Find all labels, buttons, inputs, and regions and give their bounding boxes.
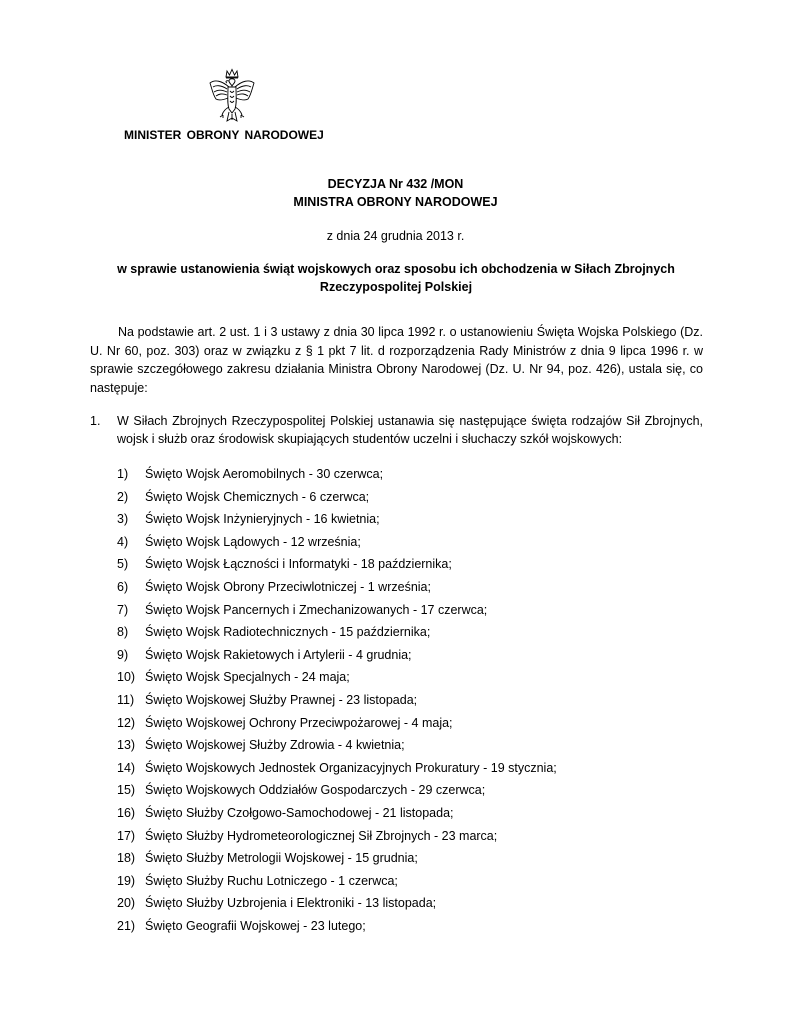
list-item-text: Święto Służby Metrologii Wojskowej - 15 grudnia; [145,851,418,866]
decision-date: z dnia 24 grudnia 2013 r. [326,229,465,243]
celebrations-list [117,465,697,939]
decision-number: DECYZJA Nr 432 /MON [327,177,464,191]
list-item-text: Święto Wojsk Łączności i Informatyki - 18 października; [145,557,452,572]
polish-eagle-emblem-icon [207,67,257,125]
list-item-text: Święto Wojsk Lądowych - 12 września; [145,534,361,549]
list-item [117,872,697,895]
list-item-number: 16) [117,805,136,820]
list-item [117,488,697,511]
list-item [117,759,697,782]
list-item [117,917,697,940]
list-item-number: 15) [117,783,136,798]
list-item [117,668,697,691]
list-item [117,804,697,827]
list-item [117,578,697,601]
list-item-number: 19) [117,873,136,888]
list-item-number: 10) [117,670,136,685]
list-item-number: 7) [117,602,129,617]
list-item [117,714,697,737]
list-item [117,465,697,488]
list-item-text: Święto Wojsk Rakietowych i Artylerii - 4 grudnia; [145,647,412,662]
list-item-text: Święto Wojsk Specjalnych - 24 maja; [145,670,350,685]
list-item [117,555,697,578]
list-item [117,533,697,556]
list-item-text: Święto Wojsk Aeromobilnych - 30 czerwca; [145,467,384,481]
list-item-text: Święto Wojskowej Służby Prawnej - 23 listopada; [145,692,418,707]
list-item [117,827,697,850]
list-item-text: Święto Wojskowych Jednostek Organizacyjnych Prokuratury - 19 stycznia; [145,760,557,775]
list-item-number: 3) [117,512,129,527]
list-item-text: Święto Wojsk Inżynieryjnych - 16 kwietnia; [145,512,380,527]
list-item-number: 5) [117,557,129,572]
list-item [117,781,697,804]
list-item-text: Święto Wojskowej Ochrony Przeciwpożarowej - 4 maja; [145,715,453,730]
list-item-text: Święto Wojskowej Służby Zdrowia - 4 kwietnia; [145,738,405,753]
list-item [117,646,697,669]
list-item [117,510,697,533]
list-item-number: 14) [117,760,136,775]
list-item-text: Święto Geografii Wojskowej - 23 lutego; [145,918,366,933]
list-item [117,601,697,624]
list-item-number: 4) [117,534,129,549]
list-item-number: 9) [117,647,129,662]
list-item-text: Święto Służby Hydrometeorologicznej Sił Zbrojnych - 23 marca; [145,828,498,843]
list-item-number: 13) [117,738,136,753]
list-item-number: 21) [117,918,136,933]
list-item-text: Święto Wojsk Pancernych i Zmechanizowanych - 17 czerwca; [145,602,488,617]
list-item-number: 8) [117,625,129,640]
list-item-number: 17) [117,828,136,843]
section-text: W Siłach Zbrojnych Rzeczypospolitej Polskiej ustanawia się następujące święta rodzajów Sił Zbrojnych, wojsk i służb oraz środowisk skupiających studentów uczelni i słuchaczy szkół wojskowych: [117,414,703,446]
decision-subject: w sprawie ustanowienia świąt wojskowych oraz sposobu ich obchodzenia w Siłach Zbrojnych Rzeczypospolitej Polskiej [117,262,675,294]
list-item-text: Święto Służby Czołgowo-Samochodowej - 21 listopada; [145,805,454,820]
list-item [117,736,697,759]
list-item-text: Święto Wojsk Radiotechnicznych - 15 października; [145,625,431,640]
list-item [117,691,697,714]
list-item-text: Święto Służby Uzbrojenia i Elektroniki - 13 listopada; [145,896,437,911]
decision-issuer: MINISTRA OBRONY NARODOWEJ [293,195,498,209]
list-item-text: Święto Wojsk Obrony Przeciwlotniczej - 1 września; [145,579,431,594]
list-item-text: Święto Wojskowych Oddziałów Gospodarczych - 29 czerwca; [145,783,486,798]
list-item-number: 18) [117,851,136,866]
list-item-text: Święto Służby Ruchu Lotniczego - 1 czerwca; [145,873,398,888]
list-item-number: 1) [117,467,129,481]
list-item [117,623,697,646]
list-item-number: 11) [117,692,135,707]
list-item-number: 6) [117,579,129,594]
list-item-number: 2) [117,489,129,504]
section-number: 1. [90,414,101,428]
legal-basis-paragraph: Na podstawie art. 2 ust. 1 i 3 ustawy z dnia 30 lipca 1992 r. o ustanowieniu Święta Wojska Polskiego (Dz. U. Nr 60, poz. 303) oraz w związku z § 1 pkt 7 lit. d rozporządzenia Rady Ministrów z dnia 9 lipca 1996 r. w sprawie szczegółowego zakresu działania Ministra Obrony Narodowej (Dz. U. Nr 94, poz. 426), ustala się, co następuje: [90,325,703,395]
list-item [117,894,697,917]
list-item [117,849,697,872]
ministry-header: MINISTER OBRONY NARODOWEJ [124,128,324,142]
list-item-number: 20) [117,896,136,911]
list-item-text: Święto Wojsk Chemicznych - 6 czerwca; [145,489,370,504]
list-item-number: 12) [117,715,136,730]
